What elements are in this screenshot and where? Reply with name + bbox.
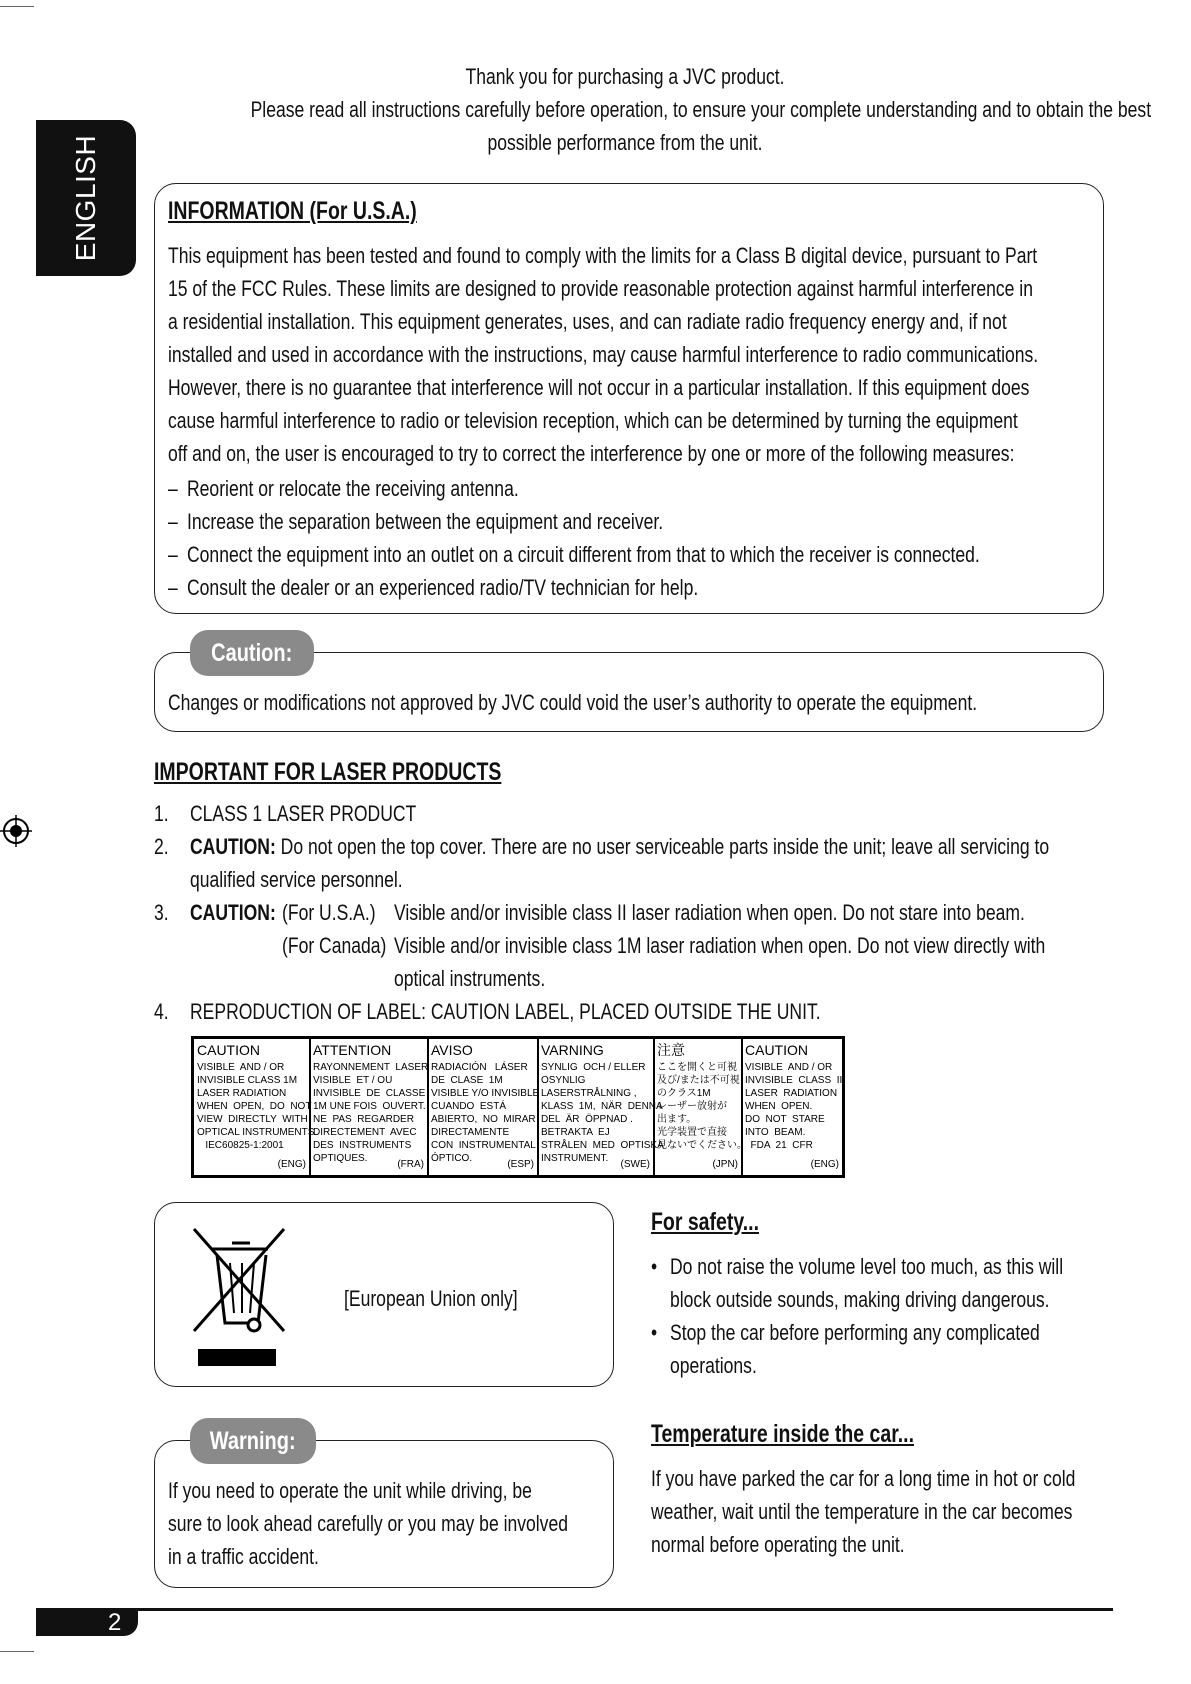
crossed-out-wheelie-bin-icon: [190, 1225, 290, 1370]
laser-item-3-caution-text: CAUTION:: [190, 900, 276, 925]
measure-dash: –: [168, 509, 178, 534]
safety-bullet: •: [651, 1320, 658, 1345]
information-line: 15 of the FCC Rules. These limits are designed to provide reasonable protection against harmful interference in: [168, 276, 1033, 301]
page-number-tab: [36, 1611, 138, 1636]
caution-label-reproduction: [191, 1036, 845, 1178]
information-line: installed and used in accordance with the instructions, may cause harmful interference to radio communications.: [168, 342, 1039, 367]
laser-item-4: REPRODUCTION OF LABEL: CAUTION LABEL, PLACED OUTSIDE THE UNIT.: [190, 999, 821, 1024]
information-line: This equipment has been tested and found to comply with the limits for a Class B digital device, pursuant to Part: [168, 243, 1038, 268]
information-heading: INFORMATION (For U.S.A.): [168, 197, 417, 225]
warning-label: [190, 1418, 316, 1464]
safety-bullet-2-line-2: operations.: [670, 1353, 757, 1378]
label-column-fra: [310, 1039, 429, 1175]
information-line: However, there is no guarantee that interference will not occur in a particular installation. If this equipment does: [168, 375, 1030, 400]
label-column-header: 注意: [657, 1042, 685, 1058]
label-column-lang: (ESP): [507, 1159, 534, 1170]
measure-dash: –: [168, 476, 178, 501]
label-column-lang: (FRA): [397, 1159, 424, 1170]
measure-item: Connect the equipment into an outlet on a circuit different from that to which the receiver is connected.: [187, 542, 980, 567]
label-column-body: RADIACIÓN LÁSER DE CLASE 1M VISIBLE Y/O INVISIBLE CUANDO ESTÁ ABIERTO, NO MIRAR DIRECTAMENTE CON INSTRUMENTAL ÓPTICO.: [431, 1062, 540, 1164]
measure-item: Consult the dealer or an experienced radio/TV technician for help.: [187, 575, 699, 600]
laser-item-3-canada-label: (For Canada): [282, 933, 387, 958]
label-column-eng-fda: [742, 1039, 842, 1175]
label-column-body: RAYONNEMENT LASER VISIBLE ET / OU INVISIBLE DE CLASSE 1M UNE FOIS OUVERT. NE PAS REGARDER DIRECTEMENT AVEC DES INSTRUMENTS OPTIQUES.: [313, 1062, 429, 1164]
measure-item: Reorient or relocate the receiving antenna.: [187, 476, 519, 501]
label-column-header: CAUTION: [197, 1042, 260, 1058]
laser-item-2-line-2: qualified service personnel.: [190, 867, 403, 892]
warning-line: sure to look ahead carefully or you may be involved: [168, 1511, 568, 1536]
label-column-eng: [194, 1039, 318, 1175]
measure-dash: –: [168, 575, 178, 600]
page-number: 2: [108, 1609, 122, 1636]
eu-only-label: [European Union only]: [344, 1286, 518, 1311]
laser-item-number: 3.: [154, 900, 169, 925]
label-column-body: VISIBLE AND / OR INVISIBLE CLASS 1M LASER RADIATION WHEN OPEN, DO NOT VIEW DIRECTLY WITH OPTICAL INSTRUMENTS. IEC60825-1:2001: [197, 1062, 318, 1151]
label-column-lang: (ENG): [810, 1159, 839, 1170]
information-line: cause harmful interference to radio or television reception, which can be determined by turning the equipment: [168, 408, 1018, 433]
information-line: a residential installation. This equipment generates, uses, and can radiate radio frequency energy and, if not: [168, 309, 1007, 334]
measure-item: Increase the separation between the equipment and receiver.: [187, 509, 664, 534]
registration-mark-icon: [0, 815, 32, 847]
intro-line-1: Thank you for purchasing a JVC product.: [465, 64, 785, 89]
label-column-header: ATTENTION: [313, 1042, 392, 1058]
laser-item-number: 1.: [154, 801, 169, 826]
caution-label: [190, 630, 314, 676]
laser-item-2-line-1: [190, 830, 1049, 863]
label-column-lang: (ENG): [277, 1159, 306, 1170]
caution-text: Changes or modifications not approved by JVC could void the user’s authority to operate the equipment.: [168, 690, 978, 715]
warning-line: If you need to operate the unit while driving, be: [168, 1478, 532, 1503]
temperature-heading: Temperature inside the car...: [651, 1420, 914, 1448]
information-line: off and on, the user is encouraged to try to correct the interference by one or more of the following measures:: [168, 441, 1015, 466]
warning-line: in a traffic accident.: [168, 1544, 319, 1569]
laser-item-3-canada-line-2: optical instruments.: [394, 966, 546, 991]
safety-bullet-2-line-1: Stop the car before performing any complicated: [670, 1320, 1040, 1345]
safety-heading: For safety...: [651, 1208, 760, 1236]
measure-dash: –: [168, 542, 178, 567]
safety-bullet-1-line-1: Do not raise the volume level too much, as this will: [670, 1254, 1064, 1279]
label-column-body: SYNLIG OCH / ELLER OSYNLIG LASERSTRÅLNING , KLASS 1M, NÄR DENNA DEL ÄR ÖPPNAD . BETRAKTA EJ STRÅLEN MED OPTISKA INSTRUMENT.: [541, 1062, 664, 1164]
footer-rule: [36, 1608, 1113, 1611]
label-column-body: ここを開くと可視 及び/または不可視 のクラス1M レーザー放射が 出ます。 光学装置で直接 見ないでください。: [657, 1062, 747, 1151]
label-column-header: CAUTION: [745, 1042, 808, 1058]
warning-label-text: Warning:: [210, 1427, 296, 1455]
label-column-lang: (JPN): [712, 1159, 738, 1170]
intro-line-3: possible performance from the unit.: [487, 130, 763, 155]
label-column-esp: [428, 1039, 539, 1175]
intro-line-2: Please read all instructions carefully before operation, to ensure your complete understanding and to obtain the best: [250, 97, 1152, 122]
label-column-header: VARNING: [541, 1042, 604, 1058]
language-tab: [36, 120, 136, 276]
label-column-swe: [538, 1039, 664, 1175]
safety-bullet-1-line-2: block outside sounds, making driving dangerous.: [670, 1287, 1050, 1312]
temperature-line: If you have parked the car for a long time in hot or cold: [651, 1466, 1076, 1491]
caution-label-text: Caution:: [211, 639, 293, 667]
temperature-line: weather, wait until the temperature in the car becomes: [651, 1499, 1073, 1524]
laser-item-2-text: Do not open the top cover. There are no user serviceable parts inside the unit; leave all servicing to: [280, 834, 1050, 859]
crop-mark-top: [0, 6, 34, 7]
language-tab-label: ENGLISH: [70, 134, 101, 262]
laser-item-number: 4.: [154, 999, 169, 1024]
laser-item-number: 2.: [154, 834, 169, 859]
laser-item-2-caution: CAUTION:: [190, 834, 276, 859]
laser-item-3-usa-label: (For U.S.A.): [282, 900, 376, 925]
laser-heading: IMPORTANT FOR LASER PRODUCTS: [154, 758, 502, 786]
label-column-header: AVISO: [431, 1042, 473, 1058]
temperature-line: normal before operating the unit.: [651, 1532, 905, 1557]
label-column-jpn: [654, 1039, 747, 1175]
laser-item-1: CLASS 1 LASER PRODUCT: [190, 801, 417, 826]
laser-item-3-usa-text: Visible and/or invisible class II laser radiation when open. Do not stare into beam.: [394, 900, 1025, 925]
label-column-lang: (SWE): [620, 1159, 650, 1170]
crop-mark-bottom: [0, 1651, 34, 1652]
laser-item-3-caution: [190, 896, 276, 929]
label-column-body: VISIBLE AND / OR INVISIBLE CLASS II LASER RADIATION WHEN OPEN. DO NOT STARE INTO BEAM. FDA 21 CFR: [745, 1062, 843, 1151]
safety-bullet: •: [651, 1254, 658, 1279]
laser-item-3-canada-line-1: Visible and/or invisible class 1M laser radiation when open. Do not view directly with: [394, 933, 1046, 958]
